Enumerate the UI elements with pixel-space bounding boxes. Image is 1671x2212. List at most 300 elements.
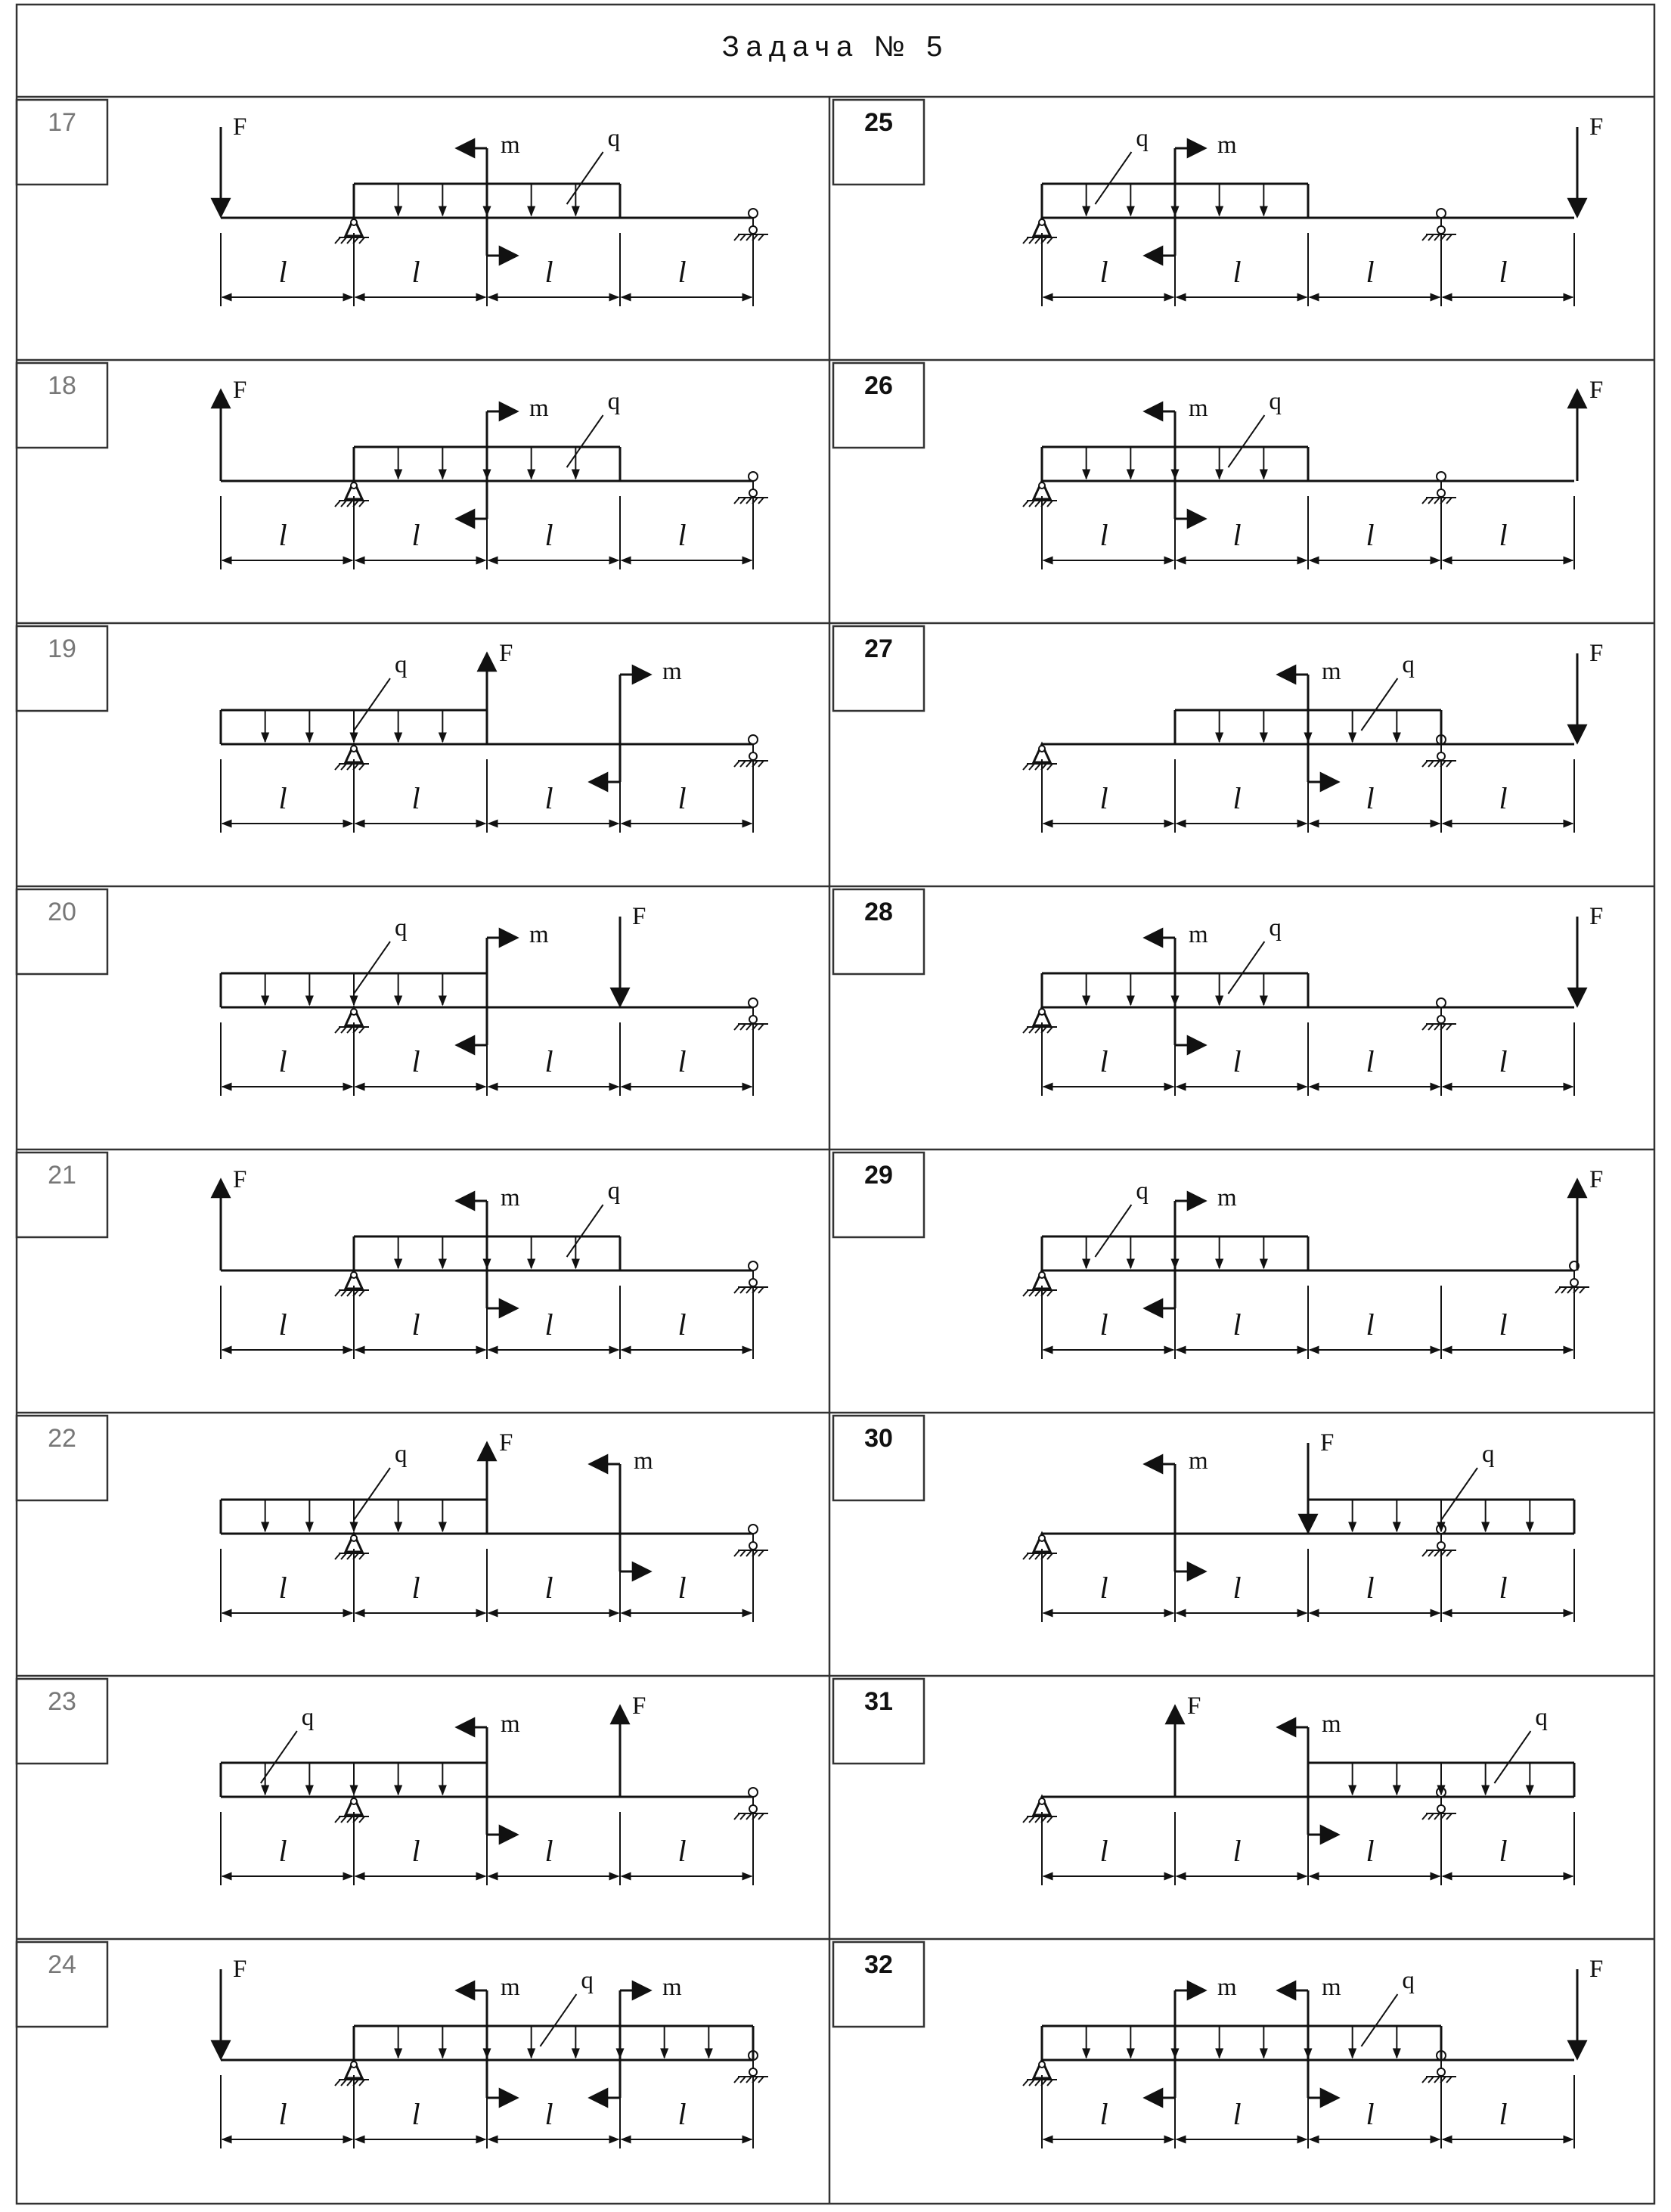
span-length-label: l bbox=[1232, 518, 1242, 552]
span-length-label: l bbox=[1099, 1308, 1108, 1342]
force-label: F bbox=[233, 1166, 247, 1193]
ground-hatch bbox=[341, 764, 346, 770]
force-label: F bbox=[499, 1429, 513, 1457]
problem-panel-17 bbox=[17, 100, 768, 306]
ground-hatch bbox=[1561, 1287, 1567, 1293]
ground-hatch bbox=[1434, 498, 1440, 504]
problem-panel-19 bbox=[17, 623, 829, 833]
span-length-label: l bbox=[544, 1834, 553, 1868]
pin-joint bbox=[351, 219, 357, 225]
problem-panel-23 bbox=[17, 1676, 829, 1885]
span-length-label: l bbox=[278, 255, 287, 289]
ground-hatch bbox=[1422, 1024, 1428, 1030]
ground-hatch bbox=[746, 761, 752, 767]
q-leader-line bbox=[354, 678, 390, 731]
ground-hatch bbox=[1047, 1553, 1053, 1559]
ground-hatch bbox=[1023, 1290, 1028, 1296]
ground-hatch bbox=[746, 1024, 752, 1030]
roller-wheel bbox=[749, 1805, 757, 1813]
ground-hatch bbox=[758, 1813, 764, 1820]
pin-joint bbox=[351, 1798, 357, 1804]
ground-hatch bbox=[1029, 1290, 1034, 1296]
ground-hatch bbox=[1428, 1813, 1434, 1820]
sheet-title: Задача № 5 bbox=[721, 31, 950, 63]
span-length-label: l bbox=[278, 1308, 287, 1342]
ground-hatch bbox=[1029, 2080, 1034, 2086]
problem-number: 20 bbox=[48, 898, 76, 926]
pin-joint bbox=[351, 2062, 357, 2068]
ground-hatch bbox=[758, 1550, 764, 1556]
ground-hatch bbox=[347, 1553, 352, 1559]
q-label: q bbox=[395, 914, 408, 942]
q-label: q bbox=[395, 1441, 408, 1468]
problem-number: 17 bbox=[48, 108, 76, 137]
ground-hatch bbox=[1023, 501, 1028, 507]
span-length-label: l bbox=[677, 2097, 687, 2131]
span-length-label: l bbox=[1232, 1044, 1242, 1078]
span-length-label: l bbox=[677, 1571, 687, 1605]
ground-hatch bbox=[740, 498, 746, 504]
q-leader-line bbox=[1228, 942, 1264, 994]
q-leader-line bbox=[1095, 152, 1131, 204]
q-label: q bbox=[1402, 651, 1415, 678]
span-length-label: l bbox=[411, 2097, 420, 2131]
span-length-label: l bbox=[1099, 1044, 1108, 1078]
moment-label: m bbox=[529, 921, 549, 948]
ground-hatch bbox=[740, 2077, 746, 2083]
span-length-label: l bbox=[411, 781, 420, 815]
force-label: F bbox=[1187, 1692, 1201, 1720]
q-leader-line bbox=[1361, 678, 1397, 731]
moment-label: m bbox=[1217, 1184, 1237, 1211]
ground-hatch bbox=[1029, 1816, 1034, 1823]
moment-label: m bbox=[634, 1447, 653, 1475]
problem-number: 22 bbox=[48, 1424, 76, 1453]
ground-hatch bbox=[740, 761, 746, 767]
problem-number: 19 bbox=[48, 634, 76, 663]
problem-panel-27 bbox=[829, 623, 1654, 833]
moment-label: m bbox=[1322, 1974, 1341, 2001]
problem-panel-18 bbox=[17, 360, 829, 569]
q-label: q bbox=[607, 125, 621, 152]
ground-hatch bbox=[1555, 1287, 1561, 1293]
span-length-label: l bbox=[1232, 255, 1242, 289]
span-length-label: l bbox=[1232, 1834, 1242, 1868]
q-label: q bbox=[1136, 1177, 1149, 1205]
ground-hatch bbox=[1428, 2077, 1434, 2083]
ground-hatch bbox=[1023, 764, 1028, 770]
force-label: F bbox=[233, 1956, 247, 1983]
force-label: F bbox=[1589, 903, 1604, 930]
span-length-label: l bbox=[1099, 518, 1108, 552]
ground-hatch bbox=[1422, 1813, 1428, 1820]
ground-hatch bbox=[1567, 1287, 1573, 1293]
ground-hatch bbox=[1428, 498, 1434, 504]
ground-hatch bbox=[734, 498, 739, 504]
ground-hatch bbox=[1428, 234, 1434, 240]
ground-hatch bbox=[746, 1813, 752, 1820]
ground-hatch bbox=[734, 1550, 739, 1556]
ground-hatch bbox=[758, 1024, 764, 1030]
roller-joint bbox=[749, 998, 758, 1007]
outer-frame bbox=[17, 5, 1654, 2204]
ground-hatch bbox=[1023, 237, 1028, 244]
q-leader-line bbox=[354, 1468, 390, 1520]
roller-wheel bbox=[749, 489, 757, 497]
span-length-label: l bbox=[278, 1834, 287, 1868]
moment-label: m bbox=[501, 1974, 520, 2001]
ground-hatch bbox=[335, 1290, 340, 1296]
ground-hatch bbox=[758, 498, 764, 504]
ground-hatch bbox=[1422, 761, 1428, 767]
problem-panel-28 bbox=[829, 886, 1654, 1096]
problem-panel-24 bbox=[17, 1939, 829, 2148]
span-length-label: l bbox=[544, 1308, 553, 1342]
force-label: F bbox=[233, 377, 247, 404]
q-label: q bbox=[1269, 914, 1282, 942]
ground-hatch bbox=[347, 764, 352, 770]
ground-hatch bbox=[1035, 1816, 1040, 1823]
q-leader-line bbox=[567, 415, 603, 467]
force-label: F bbox=[632, 903, 646, 930]
span-length-label: l bbox=[411, 1308, 420, 1342]
q-label: q bbox=[1535, 1704, 1548, 1731]
problem-panel-20 bbox=[17, 886, 829, 1096]
span-length-label: l bbox=[1366, 781, 1375, 815]
ground-hatch bbox=[1446, 234, 1452, 240]
ground-hatch bbox=[1428, 761, 1434, 767]
problem-number: 25 bbox=[864, 108, 893, 137]
roller-wheel bbox=[1437, 1016, 1445, 1023]
span-length-label: l bbox=[1366, 255, 1375, 289]
problem-panel-29 bbox=[829, 1149, 1654, 1359]
problem-panel-22 bbox=[17, 1413, 829, 1622]
ground-hatch bbox=[734, 1287, 739, 1293]
span-length-label: l bbox=[677, 255, 687, 289]
roller-wheel bbox=[749, 1016, 757, 1023]
span-length-label: l bbox=[677, 1308, 687, 1342]
roller-wheel bbox=[1437, 1542, 1445, 1550]
ground-hatch bbox=[1035, 764, 1040, 770]
ground-hatch bbox=[341, 1290, 346, 1296]
ground-hatch bbox=[359, 764, 364, 770]
problem-number: 29 bbox=[864, 1161, 893, 1190]
ground-hatch bbox=[740, 1550, 746, 1556]
moment-label: m bbox=[662, 658, 682, 685]
ground-hatch bbox=[746, 1550, 752, 1556]
q-leader-line bbox=[567, 1205, 603, 1257]
ground-hatch bbox=[359, 501, 364, 507]
roller-wheel bbox=[749, 1279, 757, 1286]
force-label: F bbox=[1589, 377, 1604, 404]
roller-wheel bbox=[1570, 1279, 1578, 1286]
span-length-label: l bbox=[1099, 1834, 1108, 1868]
span-length-label: l bbox=[544, 255, 553, 289]
problem-panel-21 bbox=[17, 1149, 829, 1359]
ground-hatch bbox=[758, 234, 764, 240]
pin-joint bbox=[1039, 2062, 1045, 2068]
q-label: q bbox=[301, 1704, 315, 1731]
ground-hatch bbox=[341, 1816, 346, 1823]
ground-hatch bbox=[335, 237, 340, 244]
problem-panel-32 bbox=[829, 1939, 1654, 2148]
span-length-label: l bbox=[1232, 1308, 1242, 1342]
pin-joint bbox=[1039, 1272, 1045, 1278]
ground-hatch bbox=[734, 1813, 739, 1820]
q-label: q bbox=[607, 388, 621, 415]
ground-hatch bbox=[1422, 498, 1428, 504]
roller-joint bbox=[749, 735, 758, 744]
problem-number: 18 bbox=[48, 371, 76, 400]
span-length-label: l bbox=[544, 781, 553, 815]
problem-number: 32 bbox=[864, 1950, 893, 1979]
span-length-label: l bbox=[278, 1571, 287, 1605]
ground-hatch bbox=[1047, 1816, 1053, 1823]
ground-hatch bbox=[1446, 2077, 1452, 2083]
span-length-label: l bbox=[1232, 1571, 1242, 1605]
ground-hatch bbox=[347, 237, 352, 244]
problem-number: 31 bbox=[864, 1687, 893, 1716]
span-length-label: l bbox=[1366, 1044, 1375, 1078]
q-label: q bbox=[581, 1967, 594, 1994]
ground-hatch bbox=[1422, 234, 1428, 240]
problem-panel-26 bbox=[829, 360, 1654, 569]
ground-hatch bbox=[1047, 764, 1053, 770]
ground-hatch bbox=[1434, 1550, 1440, 1556]
span-length-label: l bbox=[1366, 1308, 1375, 1342]
ground-hatch bbox=[1434, 1813, 1440, 1820]
ground-hatch bbox=[1580, 1287, 1585, 1293]
pin-joint bbox=[351, 1535, 357, 1541]
span-length-label: l bbox=[1499, 255, 1508, 289]
q-label: q bbox=[607, 1177, 621, 1205]
span-length-label: l bbox=[278, 518, 287, 552]
ground-hatch bbox=[335, 1553, 340, 1559]
pin-joint bbox=[1039, 482, 1045, 489]
moment-label: m bbox=[529, 395, 549, 422]
ground-hatch bbox=[359, 1816, 364, 1823]
ground-hatch bbox=[740, 234, 746, 240]
q-leader-line bbox=[1228, 415, 1264, 467]
ground-hatch bbox=[758, 2077, 764, 2083]
ground-hatch bbox=[335, 501, 340, 507]
moment-label: m bbox=[1217, 1974, 1237, 2001]
ground-hatch bbox=[1434, 234, 1440, 240]
ground-hatch bbox=[335, 1816, 340, 1823]
span-length-label: l bbox=[1499, 1044, 1508, 1078]
q-label: q bbox=[1269, 388, 1282, 415]
force-label: F bbox=[1320, 1429, 1335, 1457]
q-leader-line bbox=[1361, 1994, 1397, 2046]
ground-hatch bbox=[1035, 1553, 1040, 1559]
span-length-label: l bbox=[1099, 1571, 1108, 1605]
ground-hatch bbox=[1047, 1290, 1053, 1296]
ground-hatch bbox=[347, 1816, 352, 1823]
pin-joint bbox=[1039, 746, 1045, 752]
ground-hatch bbox=[1434, 1024, 1440, 1030]
ground-hatch bbox=[1446, 1024, 1452, 1030]
ground-hatch bbox=[1035, 501, 1040, 507]
span-length-label: l bbox=[411, 1834, 420, 1868]
pin-joint bbox=[1039, 1009, 1045, 1015]
ground-hatch bbox=[1029, 1553, 1034, 1559]
span-length-label: l bbox=[411, 518, 420, 552]
problem-panel-31 bbox=[829, 1676, 1654, 1885]
ground-hatch bbox=[359, 1290, 364, 1296]
q-leader-line bbox=[354, 942, 390, 994]
ground-hatch bbox=[341, 1553, 346, 1559]
ground-hatch bbox=[1428, 1550, 1434, 1556]
ground-hatch bbox=[1428, 1024, 1434, 1030]
ground-hatch bbox=[347, 501, 352, 507]
roller-joint bbox=[1437, 472, 1446, 481]
span-length-label: l bbox=[411, 1571, 420, 1605]
problem-number: 26 bbox=[864, 371, 893, 400]
moment-label: m bbox=[1189, 1447, 1208, 1475]
span-length-label: l bbox=[411, 255, 420, 289]
ground-hatch bbox=[1434, 2077, 1440, 2083]
ground-hatch bbox=[359, 1553, 364, 1559]
span-length-label: l bbox=[278, 781, 287, 815]
span-length-label: l bbox=[278, 1044, 287, 1078]
span-length-label: l bbox=[1099, 781, 1108, 815]
ground-hatch bbox=[1029, 501, 1034, 507]
q-leader-line bbox=[1494, 1731, 1530, 1783]
ground-hatch bbox=[1446, 498, 1452, 504]
ground-hatch bbox=[347, 2080, 352, 2086]
span-length-label: l bbox=[544, 1571, 553, 1605]
span-length-label: l bbox=[1499, 1571, 1508, 1605]
pin-joint bbox=[351, 1272, 357, 1278]
ground-hatch bbox=[1035, 237, 1040, 244]
moment-label: m bbox=[501, 132, 520, 159]
q-leader-line bbox=[261, 1731, 297, 1783]
ground-hatch bbox=[341, 237, 346, 244]
roller-joint bbox=[749, 472, 758, 481]
ground-hatch bbox=[1029, 764, 1034, 770]
moment-label: m bbox=[1189, 395, 1208, 422]
moment-label: m bbox=[501, 1184, 520, 1211]
roller-wheel bbox=[1437, 226, 1445, 234]
span-length-label: l bbox=[544, 2097, 553, 2131]
problem-number: 27 bbox=[864, 634, 893, 663]
ground-hatch bbox=[746, 234, 752, 240]
problem-number: 28 bbox=[864, 898, 893, 926]
roller-wheel bbox=[1437, 2068, 1445, 2076]
span-length-label: l bbox=[677, 1044, 687, 1078]
span-length-label: l bbox=[1366, 2097, 1375, 2131]
span-length-label: l bbox=[677, 781, 687, 815]
q-leader-line bbox=[567, 152, 603, 204]
moment-label: m bbox=[1322, 1711, 1341, 1738]
problem-panel-25 bbox=[833, 100, 1603, 306]
force-label: F bbox=[233, 113, 247, 141]
span-length-label: l bbox=[1499, 1308, 1508, 1342]
ground-hatch bbox=[1035, 2080, 1040, 2086]
ground-hatch bbox=[758, 761, 764, 767]
span-length-label: l bbox=[544, 518, 553, 552]
span-length-label: l bbox=[544, 1044, 553, 1078]
force-label: F bbox=[1589, 1956, 1604, 1983]
ground-hatch bbox=[734, 234, 739, 240]
ground-hatch bbox=[347, 1290, 352, 1296]
roller-wheel bbox=[1437, 489, 1445, 497]
span-length-label: l bbox=[1099, 255, 1108, 289]
moment-label: m bbox=[501, 1711, 520, 1738]
span-length-label: l bbox=[677, 1834, 687, 1868]
force-label: F bbox=[1589, 1166, 1604, 1193]
span-length-label: l bbox=[677, 518, 687, 552]
problem-panel-30 bbox=[829, 1413, 1654, 1622]
force-label: F bbox=[1589, 640, 1604, 667]
q-label: q bbox=[1402, 1967, 1415, 1994]
moment-label: m bbox=[1322, 658, 1341, 685]
ground-hatch bbox=[1446, 761, 1452, 767]
force-label: F bbox=[499, 640, 513, 667]
span-length-label: l bbox=[1366, 518, 1375, 552]
roller-joint bbox=[749, 1788, 758, 1797]
ground-hatch bbox=[359, 2080, 364, 2086]
ground-hatch bbox=[335, 2080, 340, 2086]
roller-wheel bbox=[1437, 1805, 1445, 1813]
ground-hatch bbox=[1422, 1550, 1428, 1556]
ground-hatch bbox=[1023, 1816, 1028, 1823]
ground-hatch bbox=[359, 237, 364, 244]
q-leader-line bbox=[540, 1994, 576, 2046]
ground-hatch bbox=[1434, 761, 1440, 767]
ground-hatch bbox=[734, 761, 739, 767]
ground-hatch bbox=[1446, 1813, 1452, 1820]
span-length-label: l bbox=[1366, 1571, 1375, 1605]
roller-wheel bbox=[1437, 752, 1445, 760]
roller-joint bbox=[749, 209, 758, 218]
q-label: q bbox=[1482, 1441, 1495, 1468]
ground-hatch bbox=[347, 1027, 352, 1033]
pin-joint bbox=[351, 1009, 357, 1015]
ground-hatch bbox=[1023, 1553, 1028, 1559]
q-label: q bbox=[395, 651, 408, 678]
ground-hatch bbox=[335, 764, 340, 770]
span-length-label: l bbox=[1499, 2097, 1508, 2131]
roller-wheel bbox=[749, 2068, 757, 2076]
pin-joint bbox=[351, 482, 357, 489]
span-length-label: l bbox=[1499, 781, 1508, 815]
roller-wheel bbox=[749, 1542, 757, 1550]
roller-joint bbox=[1437, 209, 1446, 218]
moment-label: m bbox=[662, 1974, 682, 2001]
pin-joint bbox=[1039, 1535, 1045, 1541]
ground-hatch bbox=[758, 1287, 764, 1293]
span-length-label: l bbox=[1099, 2097, 1108, 2131]
ground-hatch bbox=[740, 1813, 746, 1820]
span-length-label: l bbox=[278, 2097, 287, 2131]
roller-joint bbox=[1437, 998, 1446, 1007]
ground-hatch bbox=[1047, 501, 1053, 507]
ground-hatch bbox=[335, 1027, 340, 1033]
problem-number: 30 bbox=[864, 1424, 893, 1453]
roller-joint bbox=[749, 1261, 758, 1270]
ground-hatch bbox=[746, 498, 752, 504]
ground-hatch bbox=[734, 2077, 739, 2083]
q-label: q bbox=[1136, 125, 1149, 152]
ground-hatch bbox=[1035, 1290, 1040, 1296]
ground-hatch bbox=[1047, 2080, 1053, 2086]
q-leader-line bbox=[1441, 1468, 1477, 1520]
span-length-label: l bbox=[1499, 1834, 1508, 1868]
span-length-label: l bbox=[1366, 1834, 1375, 1868]
span-length-label: l bbox=[1232, 2097, 1242, 2131]
ground-hatch bbox=[1446, 1550, 1452, 1556]
